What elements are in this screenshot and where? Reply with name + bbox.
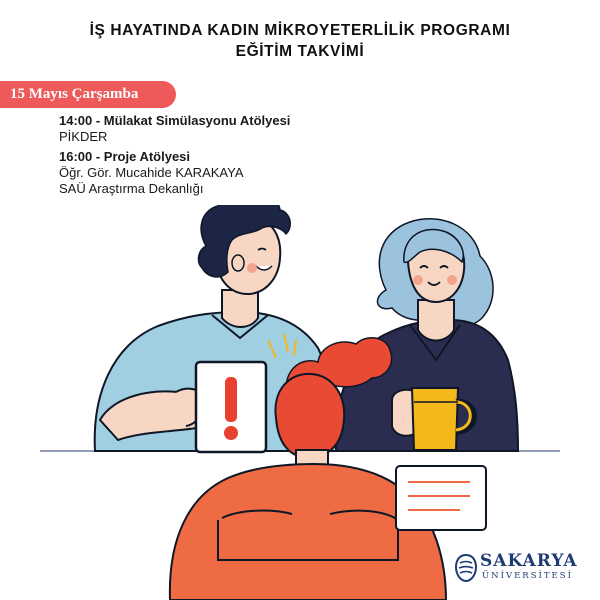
- event-detail: Öğr. Gör. Mucahide KARAKAYA: [59, 165, 244, 180]
- event-detail: SAÜ Araştırma Dekanlığı: [59, 181, 204, 196]
- university-emblem-icon: [455, 553, 477, 583]
- date-badge: 15 Mayıs Çarşamba: [0, 81, 176, 108]
- title-line-2: EĞİTİM TAKVİMİ: [235, 43, 365, 60]
- logo-subtitle: ÜNİVERSİTESİ: [482, 571, 573, 581]
- logo-name: SAKARYA: [480, 551, 578, 571]
- page-title: [0, 20, 600, 62]
- meeting-illustration: [0, 205, 600, 600]
- notes-card-icon: [396, 466, 486, 530]
- title-line-1: İŞ HAYATINDA KADIN MİKROYETERLİLİK PROGRAMI: [89, 22, 511, 39]
- schedule-item: [59, 149, 290, 197]
- event-title: 14:00 - Mülakat Simülasyonu Atölyesi: [59, 113, 291, 128]
- schedule-item: [59, 113, 290, 145]
- exclamation-sign-icon: [196, 362, 266, 452]
- event-title: 16:00 - Proje Atölyesi: [59, 149, 191, 164]
- university-logo: [455, 551, 585, 587]
- event-detail: PİKDER: [59, 129, 108, 144]
- schedule-list: [59, 113, 290, 197]
